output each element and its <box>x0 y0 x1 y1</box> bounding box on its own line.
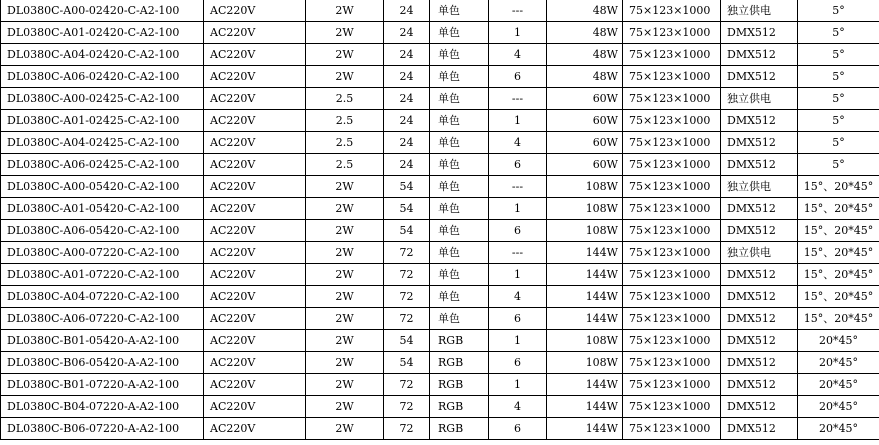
dimension-cell: 75×123×1000 <box>623 396 721 418</box>
color-cell: RGB <box>430 352 489 374</box>
color-cell: 单色 <box>430 264 489 286</box>
power-cell: 144W <box>547 418 623 440</box>
model-cell: DL0380C-A00-02420-C-A2-100 <box>1 0 204 22</box>
color-cell: RGB <box>430 374 489 396</box>
model-cell: DL0380C-A04-02420-C-A2-100 <box>1 44 204 66</box>
voltage-cell: AC220V <box>204 264 306 286</box>
model-cell: DL0380C-A01-02425-C-A2-100 <box>1 110 204 132</box>
table-row <box>1 396 879 418</box>
control-cell: DMX512 <box>721 132 798 154</box>
beam-angle-cell: 15°、20*45° <box>798 220 879 242</box>
dimension-cell: 75×123×1000 <box>623 0 721 22</box>
control-cell: DMX512 <box>721 286 798 308</box>
model-cell: DL0380C-A00-05420-C-A2-100 <box>1 176 204 198</box>
led-count-cell: 24 <box>384 154 430 176</box>
dimension-cell: 75×123×1000 <box>623 176 721 198</box>
dimension-cell: 75×123×1000 <box>623 286 721 308</box>
dimension-cell: 75×123×1000 <box>623 110 721 132</box>
channel-cell: 1 <box>489 264 547 286</box>
power-cell: 108W <box>547 330 623 352</box>
led-wattage-cell: 2W <box>306 176 384 198</box>
voltage-cell: AC220V <box>204 308 306 330</box>
model-cell: DL0380C-A01-07220-C-A2-100 <box>1 264 204 286</box>
dimension-cell: 75×123×1000 <box>623 44 721 66</box>
beam-angle-cell: 15°、20*45° <box>798 264 879 286</box>
channel-cell: 1 <box>489 110 547 132</box>
control-cell: DMX512 <box>721 44 798 66</box>
control-cell: 独立供电 <box>721 0 798 22</box>
control-cell: 独立供电 <box>721 242 798 264</box>
dimension-cell: 75×123×1000 <box>623 374 721 396</box>
led-count-cell: 72 <box>384 374 430 396</box>
power-cell: 48W <box>547 0 623 22</box>
power-cell: 48W <box>547 66 623 88</box>
table-row <box>1 176 879 198</box>
led-count-cell: 72 <box>384 242 430 264</box>
led-count-cell: 72 <box>384 418 430 440</box>
power-cell: 144W <box>547 242 623 264</box>
led-wattage-cell: 2W <box>306 22 384 44</box>
channel-cell: 6 <box>489 66 547 88</box>
power-cell: 108W <box>547 352 623 374</box>
color-cell: 单色 <box>430 0 489 22</box>
table-row <box>1 242 879 264</box>
dimension-cell: 75×123×1000 <box>623 66 721 88</box>
voltage-cell: AC220V <box>204 352 306 374</box>
power-cell: 60W <box>547 132 623 154</box>
control-cell: DMX512 <box>721 264 798 286</box>
led-count-cell: 54 <box>384 198 430 220</box>
led-count-cell: 54 <box>384 352 430 374</box>
table-row <box>1 418 879 440</box>
dimension-cell: 75×123×1000 <box>623 220 721 242</box>
model-cell: DL0380C-A01-05420-C-A2-100 <box>1 198 204 220</box>
color-cell: 单色 <box>430 154 489 176</box>
model-cell: DL0380C-B01-07220-A-A2-100 <box>1 374 204 396</box>
table-row <box>1 132 879 154</box>
channel-cell: 6 <box>489 154 547 176</box>
voltage-cell: AC220V <box>204 154 306 176</box>
voltage-cell: AC220V <box>204 374 306 396</box>
led-wattage-cell: 2W <box>306 220 384 242</box>
beam-angle-cell: 5° <box>798 132 879 154</box>
color-cell: 单色 <box>430 220 489 242</box>
led-count-cell: 24 <box>384 110 430 132</box>
led-wattage-cell: 2W <box>306 0 384 22</box>
led-wattage-cell: 2W <box>306 66 384 88</box>
model-cell: DL0380C-B01-05420-A-A2-100 <box>1 330 204 352</box>
model-cell: DL0380C-B06-05420-A-A2-100 <box>1 352 204 374</box>
model-cell: DL0380C-A06-05420-C-A2-100 <box>1 220 204 242</box>
channel-cell: 4 <box>489 396 547 418</box>
dimension-cell: 75×123×1000 <box>623 198 721 220</box>
control-cell: DMX512 <box>721 110 798 132</box>
channel-cell: --- <box>489 242 547 264</box>
led-count-cell: 54 <box>384 330 430 352</box>
power-cell: 48W <box>547 44 623 66</box>
color-cell: 单色 <box>430 176 489 198</box>
beam-angle-cell: 20*45° <box>798 352 879 374</box>
color-cell: RGB <box>430 330 489 352</box>
table-row <box>1 110 879 132</box>
table-row <box>1 154 879 176</box>
voltage-cell: AC220V <box>204 22 306 44</box>
table-row <box>1 330 879 352</box>
table-row <box>1 374 879 396</box>
model-cell: DL0380C-A06-02425-C-A2-100 <box>1 154 204 176</box>
color-cell: 单色 <box>430 286 489 308</box>
color-cell: 单色 <box>430 22 489 44</box>
voltage-cell: AC220V <box>204 0 306 22</box>
channel-cell: 6 <box>489 352 547 374</box>
voltage-cell: AC220V <box>204 66 306 88</box>
beam-angle-cell: 20*45° <box>798 396 879 418</box>
dimension-cell: 75×123×1000 <box>623 264 721 286</box>
model-cell: DL0380C-A06-07220-C-A2-100 <box>1 308 204 330</box>
power-cell: 60W <box>547 88 623 110</box>
power-cell: 60W <box>547 110 623 132</box>
model-cell: DL0380C-A04-07220-C-A2-100 <box>1 286 204 308</box>
table-row <box>1 66 879 88</box>
led-wattage-cell: 2W <box>306 44 384 66</box>
control-cell: DMX512 <box>721 154 798 176</box>
dimension-cell: 75×123×1000 <box>623 352 721 374</box>
voltage-cell: AC220V <box>204 418 306 440</box>
led-count-cell: 72 <box>384 308 430 330</box>
table-row <box>1 264 879 286</box>
voltage-cell: AC220V <box>204 198 306 220</box>
model-cell: DL0380C-B06-07220-A-A2-100 <box>1 418 204 440</box>
led-wattage-cell: 2W <box>306 198 384 220</box>
led-wattage-cell: 2.5 <box>306 154 384 176</box>
power-cell: 144W <box>547 264 623 286</box>
power-cell: 144W <box>547 374 623 396</box>
channel-cell: 1 <box>489 198 547 220</box>
control-cell: DMX512 <box>721 418 798 440</box>
led-wattage-cell: 2.5 <box>306 88 384 110</box>
control-cell: DMX512 <box>721 330 798 352</box>
led-wattage-cell: 2W <box>306 418 384 440</box>
led-count-cell: 24 <box>384 132 430 154</box>
table-row <box>1 308 879 330</box>
led-count-cell: 24 <box>384 22 430 44</box>
table-row <box>1 286 879 308</box>
channel-cell: --- <box>489 0 547 22</box>
voltage-cell: AC220V <box>204 242 306 264</box>
control-cell: 独立供电 <box>721 176 798 198</box>
dimension-cell: 75×123×1000 <box>623 22 721 44</box>
model-cell: DL0380C-A06-02420-C-A2-100 <box>1 66 204 88</box>
beam-angle-cell: 5° <box>798 0 879 22</box>
color-cell: 单色 <box>430 198 489 220</box>
control-cell: DMX512 <box>721 352 798 374</box>
beam-angle-cell: 5° <box>798 22 879 44</box>
control-cell: DMX512 <box>721 22 798 44</box>
control-cell: DMX512 <box>721 220 798 242</box>
led-count-cell: 24 <box>384 0 430 22</box>
table-row <box>1 88 879 110</box>
led-wattage-cell: 2.5 <box>306 132 384 154</box>
voltage-cell: AC220V <box>204 396 306 418</box>
led-wattage-cell: 2W <box>306 330 384 352</box>
channel-cell: 4 <box>489 286 547 308</box>
power-cell: 144W <box>547 286 623 308</box>
control-cell: DMX512 <box>721 374 798 396</box>
channel-cell: 4 <box>489 44 547 66</box>
led-wattage-cell: 2W <box>306 374 384 396</box>
color-cell: 单色 <box>430 66 489 88</box>
beam-angle-cell: 5° <box>798 154 879 176</box>
led-wattage-cell: 2W <box>306 242 384 264</box>
control-cell: 独立供电 <box>721 88 798 110</box>
led-wattage-cell: 2W <box>306 396 384 418</box>
led-count-cell: 24 <box>384 44 430 66</box>
channel-cell: 6 <box>489 308 547 330</box>
led-wattage-cell: 2W <box>306 264 384 286</box>
color-cell: 单色 <box>430 308 489 330</box>
channel-cell: 4 <box>489 132 547 154</box>
power-cell: 60W <box>547 154 623 176</box>
beam-angle-cell: 5° <box>798 110 879 132</box>
power-cell: 108W <box>547 198 623 220</box>
model-cell: DL0380C-A04-02425-C-A2-100 <box>1 132 204 154</box>
led-count-cell: 54 <box>384 220 430 242</box>
channel-cell: 6 <box>489 418 547 440</box>
color-cell: 单色 <box>430 88 489 110</box>
beam-angle-cell: 5° <box>798 66 879 88</box>
table-row <box>1 22 879 44</box>
dimension-cell: 75×123×1000 <box>623 154 721 176</box>
table-row <box>1 44 879 66</box>
beam-angle-cell: 20*45° <box>798 374 879 396</box>
led-count-cell: 54 <box>384 176 430 198</box>
power-cell: 108W <box>547 176 623 198</box>
dimension-cell: 75×123×1000 <box>623 308 721 330</box>
model-cell: DL0380C-A00-07220-C-A2-100 <box>1 242 204 264</box>
led-count-cell: 72 <box>384 264 430 286</box>
color-cell: 单色 <box>430 132 489 154</box>
color-cell: 单色 <box>430 110 489 132</box>
color-cell: 单色 <box>430 44 489 66</box>
led-count-cell: 72 <box>384 286 430 308</box>
channel-cell: 1 <box>489 22 547 44</box>
channel-cell: 6 <box>489 220 547 242</box>
voltage-cell: AC220V <box>204 110 306 132</box>
power-cell: 144W <box>547 396 623 418</box>
voltage-cell: AC220V <box>204 88 306 110</box>
led-wattage-cell: 2W <box>306 286 384 308</box>
voltage-cell: AC220V <box>204 220 306 242</box>
beam-angle-cell: 20*45° <box>798 418 879 440</box>
control-cell: DMX512 <box>721 396 798 418</box>
channel-cell: 1 <box>489 374 547 396</box>
voltage-cell: AC220V <box>204 176 306 198</box>
control-cell: DMX512 <box>721 198 798 220</box>
model-cell: DL0380C-B04-07220-A-A2-100 <box>1 396 204 418</box>
beam-angle-cell: 5° <box>798 44 879 66</box>
beam-angle-cell: 15°、20*45° <box>798 198 879 220</box>
voltage-cell: AC220V <box>204 286 306 308</box>
table-row <box>1 220 879 242</box>
voltage-cell: AC220V <box>204 44 306 66</box>
control-cell: DMX512 <box>721 66 798 88</box>
led-wattage-cell: 2W <box>306 308 384 330</box>
table-row <box>1 198 879 220</box>
beam-angle-cell: 15°、20*45° <box>798 176 879 198</box>
model-cell: DL0380C-A00-02425-C-A2-100 <box>1 88 204 110</box>
channel-cell: 1 <box>489 330 547 352</box>
control-cell: DMX512 <box>721 308 798 330</box>
table-row <box>1 352 879 374</box>
led-count-cell: 72 <box>384 396 430 418</box>
color-cell: 单色 <box>430 242 489 264</box>
beam-angle-cell: 20*45° <box>798 330 879 352</box>
channel-cell: --- <box>489 88 547 110</box>
channel-cell: --- <box>489 176 547 198</box>
dimension-cell: 75×123×1000 <box>623 418 721 440</box>
dimension-cell: 75×123×1000 <box>623 330 721 352</box>
led-wattage-cell: 2W <box>306 352 384 374</box>
led-wattage-cell: 2.5 <box>306 110 384 132</box>
led-count-cell: 24 <box>384 88 430 110</box>
color-cell: RGB <box>430 418 489 440</box>
color-cell: RGB <box>430 396 489 418</box>
beam-angle-cell: 15°、20*45° <box>798 308 879 330</box>
voltage-cell: AC220V <box>204 132 306 154</box>
dimension-cell: 75×123×1000 <box>623 242 721 264</box>
table-row <box>1 0 879 22</box>
beam-angle-cell: 15°、20*45° <box>798 286 879 308</box>
dimension-cell: 75×123×1000 <box>623 132 721 154</box>
led-count-cell: 24 <box>384 66 430 88</box>
beam-angle-cell: 5° <box>798 88 879 110</box>
voltage-cell: AC220V <box>204 330 306 352</box>
model-cell: DL0380C-A01-02420-C-A2-100 <box>1 22 204 44</box>
spec-table-body <box>1 0 879 440</box>
power-cell: 48W <box>547 22 623 44</box>
power-cell: 144W <box>547 308 623 330</box>
power-cell: 108W <box>547 220 623 242</box>
beam-angle-cell: 15°、20*45° <box>798 242 879 264</box>
dimension-cell: 75×123×1000 <box>623 88 721 110</box>
